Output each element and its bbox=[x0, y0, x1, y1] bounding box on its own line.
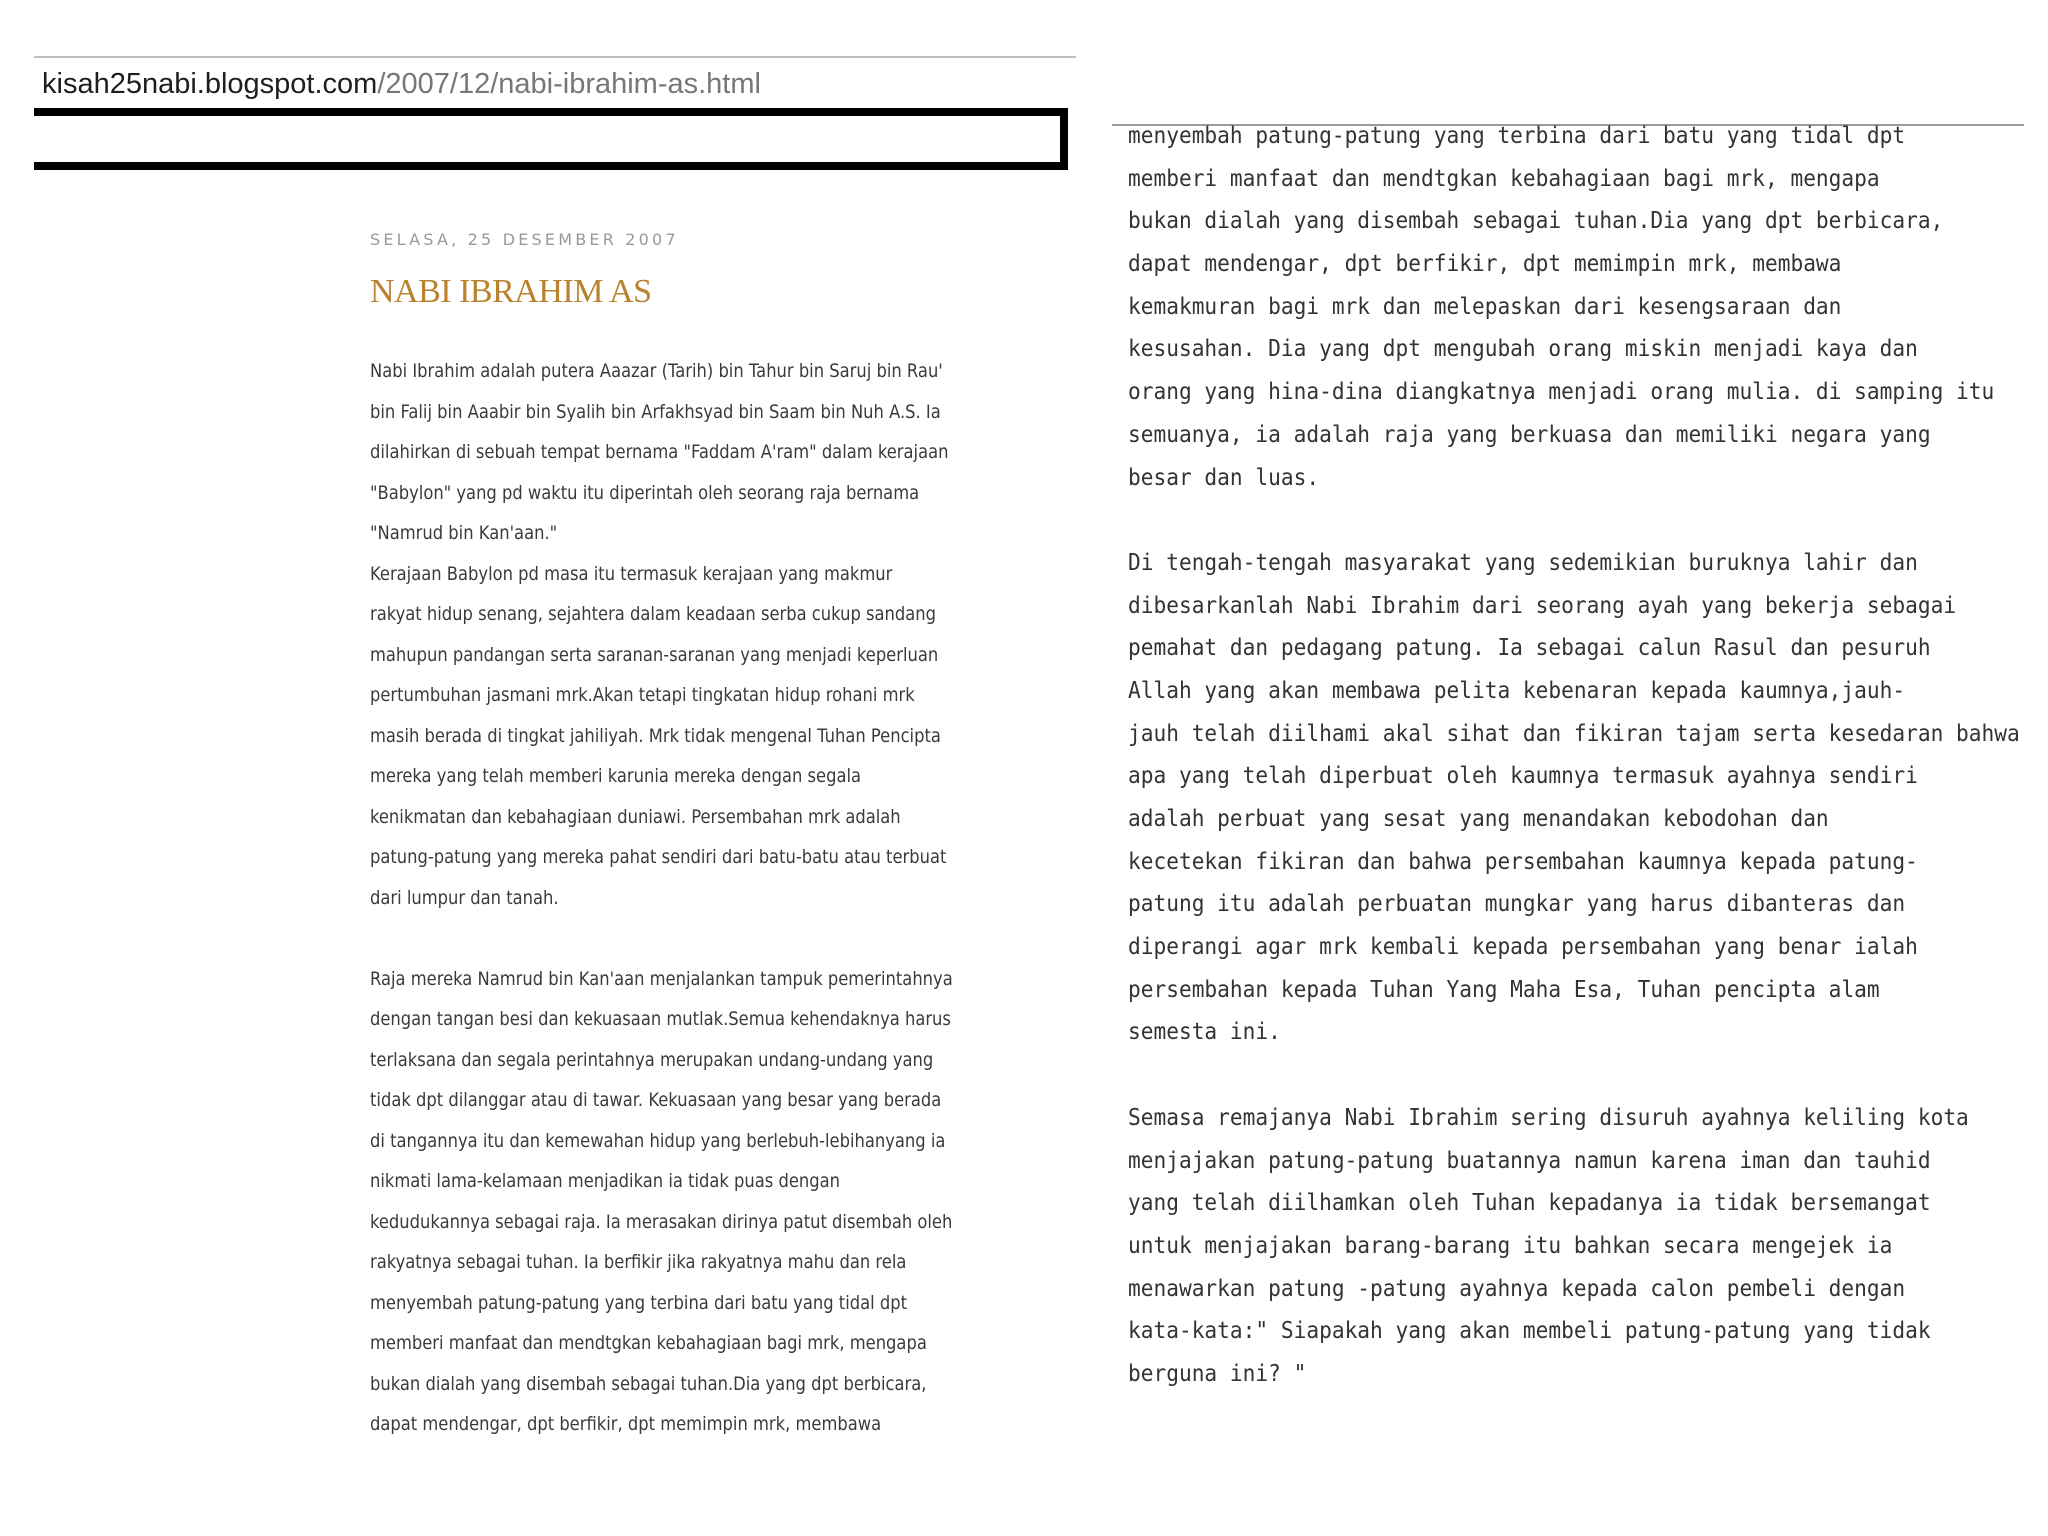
post-text-line: "Namrud bin Kan'aan." bbox=[370, 522, 558, 544]
zoomed-text-line: kata-kata:" Siapakah yang akan membeli patung-patung yang tidak bbox=[1128, 1318, 1931, 1345]
zoomed-text-line: semesta ini. bbox=[1128, 1019, 1281, 1046]
zoomed-text-line: bukan dialah yang disembah sebagai tuhan.Dia yang dpt berbicara, bbox=[1128, 208, 1944, 235]
zoomed-text-line: kesusahan. Dia yang dpt mengubah orang miskin menjadi kaya dan bbox=[1128, 336, 1918, 363]
zoomed-text-line: memberi manfaat dan mendtgkan kebahagiaan bagi mrk, mengapa bbox=[1128, 165, 1880, 192]
url-path: /2007/12/nabi-ibrahim-as.html bbox=[377, 68, 761, 100]
post-text-line: dilahirkan di sebuah tempat bernama "Faddam A'ram" dalam kerajaan bbox=[370, 441, 949, 463]
zoomed-text-line: kemakmuran bagi mrk dan melepaskan dari kesengsaraan dan bbox=[1128, 293, 1842, 320]
zoomed-text-panel bbox=[1128, 115, 2028, 1396]
zoomed-text-line: Di tengah-tengah masyarakat yang sedemikian buruknya lahir dan bbox=[1128, 549, 1918, 576]
post-body bbox=[370, 351, 1070, 1445]
post-text-line: dari lumpur dan tanah. bbox=[370, 886, 559, 909]
zoomed-text-line: semuanya, ia adalah raja yang berkuasa dan memiliki negara yang bbox=[1128, 421, 1931, 448]
post-text-line: rakyatnya sebagai tuhan. Ia berfikir jika rakyatnya mahu dan rela bbox=[370, 1251, 907, 1273]
zoomed-text-line: menjajakan patung-patung buatannya namun karena iman dan tauhid bbox=[1128, 1147, 1931, 1174]
post-title[interactable]: NABI IBRAHIM AS bbox=[370, 273, 652, 310]
zoomed-text-line: pemahat dan pedagang patung. Ia sebagai calun Rasul dan pesuruh bbox=[1128, 635, 1931, 662]
post-text-line: di tangannya itu dan kemewahan hidup yang berlebuh-lebihanyang ia bbox=[370, 1129, 946, 1152]
post-text-line: Kerajaan Babylon pd masa itu termasuk kerajaan yang makmur bbox=[370, 562, 893, 585]
zoomed-text-line: dapat mendengar, dpt berfikir, dpt memimpin mrk, membawa bbox=[1128, 251, 1842, 278]
zoomed-text-line: persembahan kepada Tuhan Yang Maha Esa, Tuhan pencipta alam bbox=[1128, 976, 1880, 1003]
post-text-line: dengan tangan besi dan kekuasaan mutlak.Semua kehendaknya harus bbox=[370, 1008, 951, 1030]
paragraph-gap bbox=[370, 918, 1070, 959]
post-text-line: mereka yang telah memberi karunia mereka dengan segala bbox=[370, 765, 862, 787]
post-text-line: dapat mendengar, dpt berfikir, dpt memimpin mrk, membawa bbox=[370, 1413, 882, 1435]
post-text-line: menyembah patung-patung yang terbina dari batu yang tidal dpt bbox=[370, 1291, 908, 1314]
post-text-line: bin Falij bin Aaabir bin Syalih bin Arfakhsyad bin Saam bin Nuh A.S. Ia bbox=[370, 400, 941, 423]
post-date: SELASA, 25 DESEMBER 2007 bbox=[370, 230, 679, 249]
address-bar-url[interactable] bbox=[42, 64, 761, 104]
zoomed-text-line: patung itu adalah perbuatan mungkar yang harus dibanteras dan bbox=[1128, 891, 1906, 918]
zoomed-text-line: diperangi agar mrk kembali kepada persembahan yang benar ialah bbox=[1128, 934, 1918, 961]
post-text-line: rakyat hidup senang, sejahtera dalam keadaan serba cukup sandang bbox=[370, 603, 937, 625]
post-text-line: Nabi Ibrahim adalah putera Aaazar (Tarih) bin Tahur bin Saruj bin Rau' bbox=[370, 360, 943, 382]
post-text-line: tidak dpt dilanggar atau di tawar. Kekuasaan yang besar yang berada bbox=[370, 1089, 942, 1111]
url-host: kisah25nabi.blogspot.com bbox=[42, 68, 378, 100]
post-text-line: masih berada di tingkat jahiliyah. Mrk tidak mengenal Tuhan Pencipta bbox=[370, 724, 941, 747]
zoomed-text-line: menawarkan patung -patung ayahnya kepada calon pembeli dengan bbox=[1128, 1275, 1906, 1302]
zoomed-text-line: adalah perbuat yang sesat yang menandakan kebodohan dan bbox=[1128, 806, 1829, 832]
highlight-frame bbox=[34, 108, 1068, 170]
post-text-line: terlaksana dan segala perintahnya merupakan undang-undang yang bbox=[370, 1048, 934, 1071]
post-text-line: pertumbuhan jasmani mrk.Akan tetapi tingkatan hidup rohani mrk bbox=[370, 684, 915, 706]
post-text-line: nikmati lama-kelamaan menjadikan ia tidak puas dengan bbox=[370, 1170, 841, 1192]
zoomed-text-line: orang yang hina-dina diangkatnya menjadi orang mulia. di samping itu bbox=[1128, 379, 1995, 406]
paragraph-gap bbox=[1128, 1054, 2028, 1097]
zoomed-text-line: untuk menjajakan barang-barang itu bahkan secara mengejek ia bbox=[1128, 1232, 1893, 1259]
post-text-line: memberi manfaat dan mendtgkan kebahagiaan bagi mrk, mengapa bbox=[370, 1332, 927, 1354]
post-text-line: kedudukannya sebagai raja. Ia merasakan dirinya patut disembah oleh bbox=[370, 1210, 953, 1233]
post-text-line: bukan dialah yang disembah sebagai tuhan.Dia yang dpt berbicara, bbox=[370, 1372, 927, 1395]
address-bar-top-border bbox=[34, 56, 1076, 58]
post-text-line: patung-patung yang mereka pahat sendiri dari batu-batu atau terbuat bbox=[370, 846, 947, 868]
post-text-line: Raja mereka Namrud bin Kan'aan menjalankan tampuk pemerintahnya bbox=[370, 967, 953, 990]
zoomed-text-line: kecetekan fikiran dan bahwa persembahan kaumnya kepada patung- bbox=[1128, 848, 1918, 875]
post-text-line: "Babylon" yang pd waktu itu diperintah oleh seorang raja bernama bbox=[370, 481, 920, 504]
zoomed-text-line: yang telah diilhamkan oleh Tuhan kepadanya ia tidak bersemangat bbox=[1128, 1190, 1931, 1217]
zoomed-text-line: Allah yang akan membawa pelita kebenaran kepada kaumnya,jauh- bbox=[1128, 677, 1906, 704]
post-text-line: kenikmatan dan kebahagiaan duniawi. Persembahan mrk adalah bbox=[370, 805, 901, 828]
paragraph-gap bbox=[1128, 499, 2028, 542]
zoomed-text-line: menyembah patung-patung yang terbina dari batu yang tidal dpt bbox=[1128, 123, 1906, 149]
zoomed-text-line: Semasa remajanya Nabi Ibrahim sering disuruh ayahnya keliling kota bbox=[1128, 1104, 1969, 1131]
zoomed-text-line: besar dan luas. bbox=[1128, 464, 1320, 491]
zoomed-text-line: jauh telah diilhami akal sihat dan fikiran tajam serta kesedaran bahwa bbox=[1128, 720, 2020, 747]
zoomed-text-line: berguna ini? " bbox=[1128, 1360, 1307, 1387]
post-text-line: mahupun pandangan serta saranan-saranan yang menjadi keperluan bbox=[370, 643, 939, 666]
zoomed-text-line: dibesarkanlah Nabi Ibrahim dari seorang ayah yang bekerja sebagai bbox=[1128, 592, 1957, 619]
zoomed-text-line: apa yang telah diperbuat oleh kaumnya termasuk ayahnya sendiri bbox=[1128, 763, 1918, 790]
